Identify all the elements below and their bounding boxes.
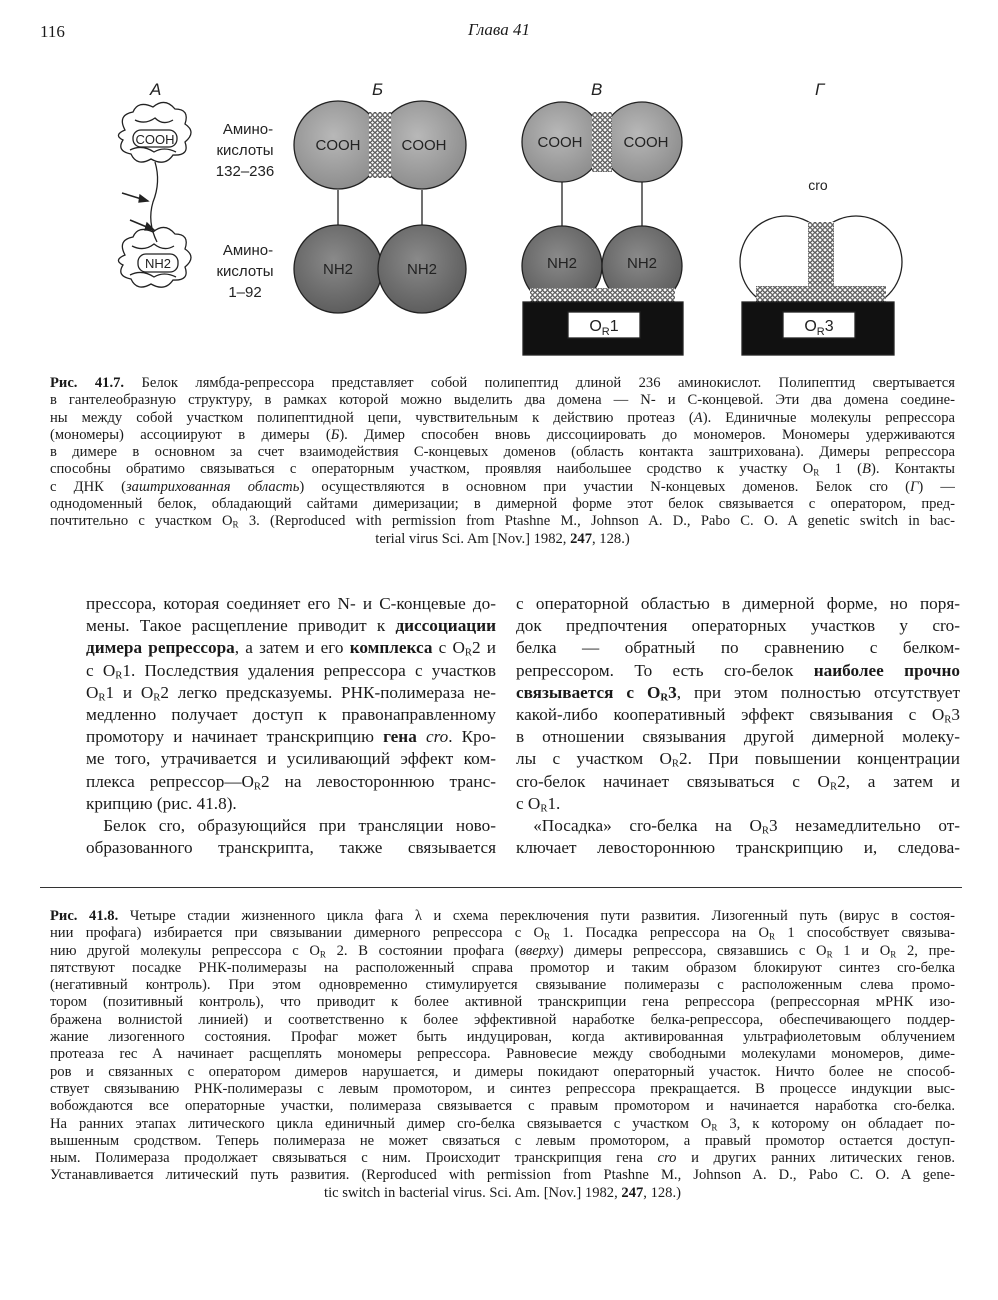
panel-b-cooh-right: COOH: [401, 137, 447, 154]
text-line: белка — обратный по сравнению с белком-: [516, 638, 960, 658]
text-line: способны обратимо связываться с операторным участком, проявляя наибольшее сродство к участку $O_R$ 1 (В). Контакты: [50, 461, 955, 478]
aa-n-label-1: Амино-: [222, 242, 274, 259]
panel-a-nh2: NH2: [144, 256, 172, 271]
aa-c-label-1: Амино-: [222, 121, 274, 138]
running-head: Глава 41: [468, 20, 530, 39]
panel-label-g: Г: [815, 80, 825, 99]
aa-n-label-2: кислоты: [216, 263, 274, 280]
text-line: вышенным сродством. Теперь полимераза не может связаться с левым промотором, а правый промотор остается доступ-: [50, 1132, 955, 1149]
text-line: tic switch in bacterial virus. Sci. Am. [Nov.] 1982, 247, 128.): [324, 1184, 681, 1201]
text-line: пятствуют посадке РНК-полимеразы на расположенный справа промотор и таким образом блокируют синтез cro-белка: [50, 959, 955, 976]
text-line: в отношении связывания другой димерной молеку-: [516, 727, 960, 747]
panel-v-nh2-left: NH2: [546, 255, 578, 272]
operator-or3: $O_R3$: [804, 318, 834, 338]
text-line: terial virus Sci. Am [Nov.] 1982, 247, 128.): [375, 530, 630, 547]
text-line: мены. Такое расщепление приводит к диссоциации: [86, 616, 496, 636]
text-line: Устанавливается литический путь развития. (Reproduced with permission from Ptashne M., Johnson A. D., Pabo C. O. A gene-: [50, 1167, 955, 1184]
text-line: ров и связанных с оператором димеров нарушается, и димеры покидают операторный участок. Ничто более не способ-: [50, 1063, 955, 1080]
caption-41-8: [50, 908, 955, 1202]
text-line: ны между собой участком полипептидной цепи, чувствительным к действию протеаз (А). Единичные молекулы репрессора: [50, 409, 955, 426]
text-line: тором (позитивный контроль), что приводит к более активной транскрипции гена репрессора (репрессорная мРНК изо-: [50, 994, 955, 1011]
text-line: плекса $репрессор—O_R2$ на левостороннюю транс-: [86, 771, 496, 793]
text-line: димера репрессора, а затем и его комплекса с $O_R2$ и: [86, 638, 496, 660]
operator-or1: $O_R1$: [589, 318, 619, 338]
text-line: промотору и начинает транскрипцию гена cro. Кро-: [86, 727, 496, 747]
text-line: медленно получает доступ к правонаправленному: [86, 704, 496, 724]
text-line: лы с участком $O_R2$. При повышении концентрации: [516, 749, 960, 770]
text-line: ключает левостороннюю транскрипцию и, следова-: [516, 838, 960, 858]
panel-v-cooh-left: COOH: [537, 134, 583, 151]
panel-label-v: В: [591, 80, 603, 99]
text-line: связывается с $O_R3$, при этом полностью отсутствует: [516, 682, 960, 704]
text-line: нию другой молекулы репрессора с $O_R$ 2. В состоянии профага (вверху) димеры репрессора, связавшись с $O_R$ 1 и $O_R$ 2, пре-: [50, 942, 955, 959]
text-line: ствует связыванию РНК-полимеразы с левым промотором, и синтез репрессора прекращается. В процессе индукции выс-: [50, 1080, 955, 1097]
text-line: «Посадка» cro-белка на $O_R3$ незамедлительно от-: [516, 815, 960, 837]
divider: [40, 887, 962, 888]
panel-label-b: Б: [372, 80, 384, 99]
panel-b-nh2-right: NH2: [406, 261, 438, 278]
text-line: ме того, утрачивается и усиливающий эффект ком-: [86, 749, 496, 769]
text-line: почтительно с участком $O_R$ 3. (Reproduced with permission from Ptashne M., Johnson A. D., Pabo C. O. A genetic switch in bac-: [50, 513, 955, 530]
body-column-left: [86, 593, 496, 859]
caption-41-7: [50, 375, 955, 548]
text-line: прессора, которая соединяет его N- и C-концевые до-: [86, 594, 496, 613]
panel-label-a: А: [150, 80, 162, 99]
text-line: с $O_R1$. Последствия удаления репрессора с участков: [86, 660, 496, 682]
panel-a-cooh: COOH: [135, 132, 175, 147]
text-line: (негативный контроль). При этом одновременно стимулируется связывание полимеразы с расположенным слева промо-: [50, 977, 955, 994]
panel-v-nh2-right: NH2: [626, 255, 658, 272]
text-line: cro-белок начинает связываться с $O_R2$, а затем и: [516, 771, 960, 793]
aa-c-label-2: кислоты: [216, 142, 274, 159]
text-line: жание лизогенного состояния. Профаг может быть индуцирован, когда активированная ультрафиолетовым облучением: [50, 1029, 955, 1046]
text-line: однодоменный белок, обладающий сайтами димеризации; в димерной форме этот белок связывается с оператором, пред-: [50, 496, 955, 513]
text-line: Белок cro, образующийся при трансляции ново-: [86, 815, 496, 835]
text-line: нии профага) избирается при связывании димерного репрессора с $O_R$ 1. Посадка репрессора на $O_R$ 1 способствует связыва-: [50, 925, 955, 942]
panel-v-cooh-right: COOH: [623, 134, 669, 151]
text-line: какой-либо кооперативный эффект связывания с $O_R3$: [516, 704, 960, 726]
text-line: $O_R1$ и $O_R2$ легко предсказуемы. РНК-полимераза не-: [86, 682, 496, 704]
text-line: Рис. 41.7. Белок лямбда-репрессора представляет собой полипептид длиной 236 аминокислот. Полипептид свертывается: [50, 375, 955, 391]
panel-b-nh2-left: NH2: [322, 261, 354, 278]
figure-41-7: [0, 60, 998, 365]
text-line: репрессором. То есть cro-белок наиболее прочно: [516, 660, 960, 680]
text-line: с ДНК (заштрихованная область) осуществляются в основном при участии N-концевых доменов. Белок cro (Г) —: [50, 478, 955, 495]
text-line: в димере в основном за счет взаимодействия C-концевых доменов (область контакта заштрихована). Димеры репрессора: [50, 444, 955, 461]
text-line: с $O_R1$.: [516, 793, 561, 815]
text-line: ным. Полимераза продолжает связываться с ним. Происходит транскрипция гена cro и других ранних литических генов.: [50, 1150, 955, 1167]
aa-c-label-3: 132–236: [215, 163, 275, 180]
text-line: бражена волнистой линией) и соответственно к более эффективной наработке белка-репрессора, обеспечивающего поддер-: [50, 1011, 955, 1028]
body-column-right: [516, 593, 960, 859]
text-line: На ранних этапах литического цикла единичный димер cro-белка связывается с участком $O_R$ 3, к которому он обладает по-: [50, 1115, 955, 1132]
panel-b-cooh-left: COOH: [315, 137, 361, 154]
text-line: в гантелеобразную структуру, в рамках которой можно выделить два домена — N- и C-концевой. Эти два домена соедине-: [50, 392, 955, 409]
text-line: док предпочтения операторных участков у cro-: [516, 616, 960, 636]
text-line: образованного транскрипта, также связывается: [86, 838, 496, 858]
text-line: крипцию (рис. 41.8).: [86, 793, 237, 813]
text-line: вобождаются все операторные участки, полимераза связывается с правым промотором и начинается наработка cro-белка.: [50, 1098, 955, 1115]
text-line: (мономеры) ассоциируют в димеры (Б). Димер способен вновь диссоциировать до мономеров. Мономеры удерживаются: [50, 426, 955, 443]
page-number: 116: [40, 22, 65, 41]
text-line: Рис. 41.8. Четыре стадии жизненного цикла фага λ и схема переключения пути развития. Лизогенный путь (вирус в состоя-: [50, 908, 955, 924]
panel-b-dimer: [294, 101, 466, 313]
text-line: протеаза rec A начинает расщеплять мономеры репрессора. Равновесие между свободными молекулами мономеров, диме-: [50, 1046, 955, 1063]
cro-label: cro: [808, 177, 828, 193]
text-line: с операторной областью в димерной форме, но поря-: [516, 594, 960, 613]
aa-n-label-3: 1–92: [228, 284, 262, 301]
